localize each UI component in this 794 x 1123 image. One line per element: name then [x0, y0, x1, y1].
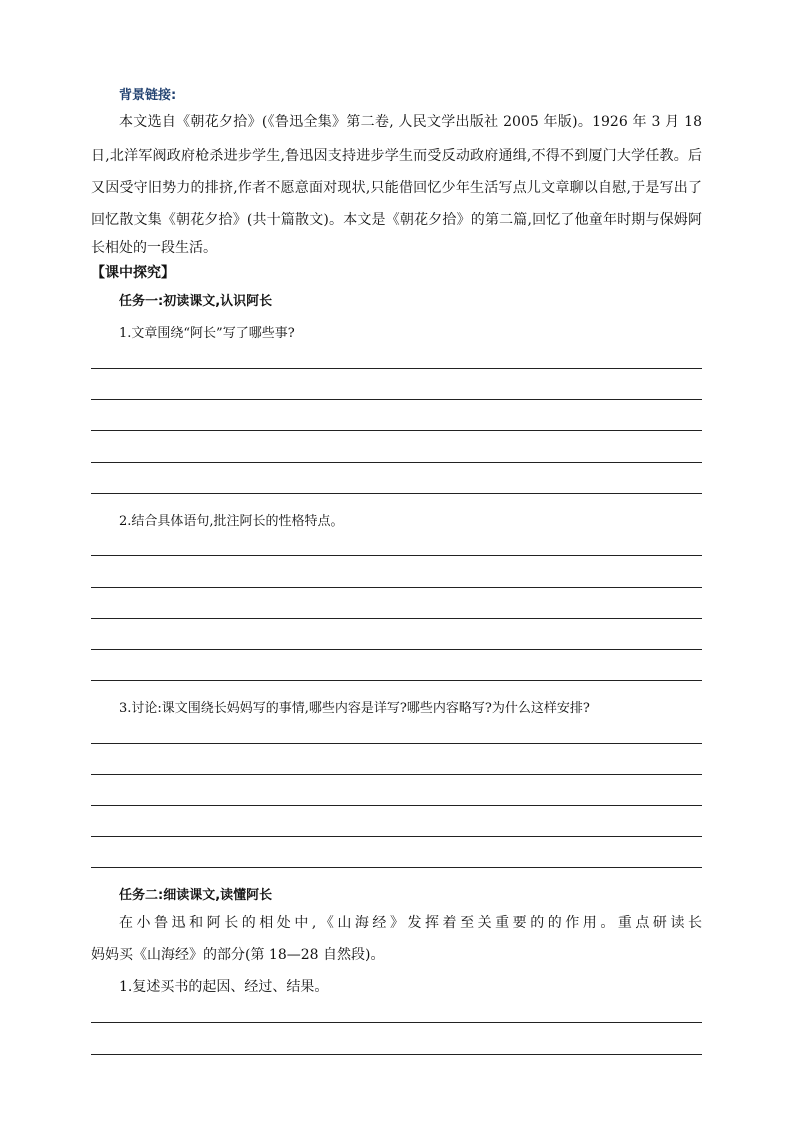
answer-line [91, 867, 702, 868]
answer-line [91, 836, 702, 837]
task-one-question-1: 1.文章围绕“阿长”写了哪些事? [119, 326, 295, 341]
answer-line [91, 1022, 702, 1023]
task-two-question-1: 1.复述买书的起因、经过、结果。 [119, 979, 329, 995]
answer-line [91, 649, 702, 650]
task-one-question-2: 2.结合具体语句,批注阿长的性格特点。 [119, 514, 344, 529]
task-two-title: 任务二:细读课文,读懂阿长 [119, 888, 273, 903]
section-title-in-class-inquiry: 【课中探究】 [91, 265, 175, 281]
task-one-title: 任务一:初读课文,认识阿长 [119, 294, 273, 309]
background-paragraph-line-2: 日,北洋军阀政府枪杀进步学生,鲁迅因支持进步学生而受反动政府通缉,不得不到厦门大学任教。后 [91, 148, 702, 164]
answer-line [91, 774, 702, 775]
background-paragraph-line-4: 回忆散文集《朝花夕拾》(共十篇散文)。本文是《朝花夕拾》的第二篇,回忆了他童年时期与保姆阿 [91, 212, 702, 228]
background-paragraph-line-1: 本文选自《朝花夕拾》(《鲁迅全集》第二卷, 人民文学出版社 2005 年版)。1926 年 3 月 18 [119, 114, 702, 130]
answer-line [91, 1054, 702, 1055]
answer-line [91, 493, 702, 494]
task-two-paragraph-line-2: 妈妈买《山海经》的部分(第 18—28 自然段)。 [91, 947, 385, 963]
answer-line [91, 805, 702, 806]
answer-line [91, 587, 702, 588]
answer-line [91, 743, 702, 744]
background-paragraph-line-5: 长相处的一段生活。 [91, 240, 217, 256]
answer-line [91, 618, 702, 619]
task-two-paragraph-line-1: 在小鲁迅和阿长的相处中,《山海经》发挥着至关重要的的作用。重点研读长 [119, 915, 702, 931]
background-link-heading: 背景链接: [119, 88, 177, 103]
answer-line [91, 555, 702, 556]
answer-line [91, 462, 702, 463]
background-paragraph-line-3: 又因受守旧势力的排挤,作者不愿意面对现状,只能借回忆少年生活写点儿文章聊以自慰,于是写出了 [91, 180, 702, 196]
task-one-question-3: 3.讨论:课文围绕长妈妈写的事情,哪些内容是详写?哪些内容略写?为什么这样安排? [119, 701, 590, 716]
answer-line [91, 399, 702, 400]
answer-line [91, 368, 702, 369]
answer-line [91, 680, 702, 681]
answer-line [91, 430, 702, 431]
